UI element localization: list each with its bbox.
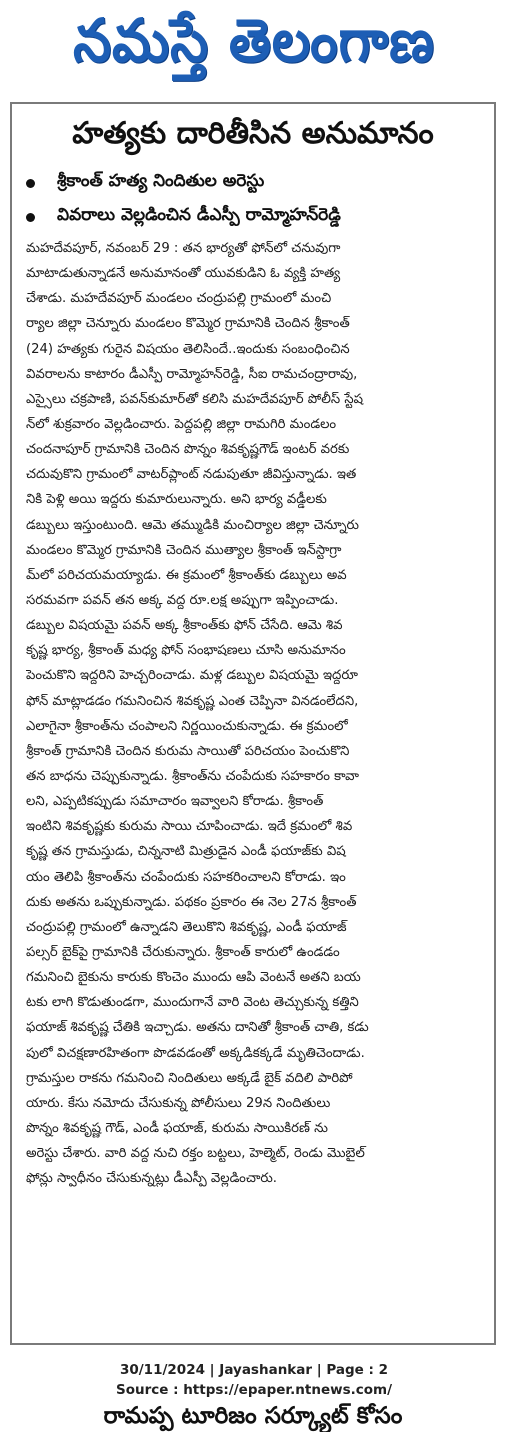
article-body xyxy=(26,236,482,1191)
body-line: గ్రామస్తుల రాకను గమనించి నిందితులు అక్కడే బైక్ వదిలి పారిపో xyxy=(26,1070,353,1086)
body-line: టకు లాగి కొడుతుండగా, ముందుగానే వారి వెంట తెచ్చుకున్న కత్తిని xyxy=(26,995,359,1011)
bullet-text: వివరాలు వెల్లడించిన డీఎస్పీ రామ్మోహన్‌రెడ్డి xyxy=(57,205,341,225)
body-line: యారు. కేసు నమోదు చేసుకున్న పోలీసులు 29న నిందితులు xyxy=(26,1095,331,1111)
masthead xyxy=(0,0,508,96)
page-footer xyxy=(0,1360,508,1400)
body-line: మాటాడుతున్నాడనే అనుమానంతో యువకుడిని ఓ వ్యక్తి హత్య xyxy=(26,266,341,282)
body-line: ఫయాజ్ శివకృష్ణ చేతికి ఇచ్చాడు. అతను దానితో శ్రీకాంత్ చాతి, కడు xyxy=(26,1020,369,1036)
body-line: తన బాధను చెప్పుకున్నాడు. శ్రీకాంత్‌ను చంపేదుకు సహకారం కావా xyxy=(26,768,359,784)
body-line: చందనాపూర్ గ్రామానికి చెందిన పొన్నం శివకృష్ణగౌడ్ ఇంటర్ వరకు xyxy=(26,442,350,458)
bullet-list xyxy=(26,166,486,234)
body-line: సరమవగా పవన్ తన అక్క వద్ద రూ.లక్ష అప్పుగా ఇప్పించాడు. xyxy=(26,592,339,608)
body-line: డబ్బుల విషయమై పవన్ అక్క శ్రీకాంత్‌కు ఫోన్ చేసేది. ఆమె శివ xyxy=(26,618,343,634)
bullet-item xyxy=(26,166,486,200)
body-line: డబ్బులు ఇస్తుంటుంది. ఆమె తమ్ముడికి మంచిర్యాల జిల్లా చెన్నూరు xyxy=(26,517,359,533)
body-line: దుకు అతను ఒప్పుకున్నాడు. పథకం ప్రకారం ఈ నెల 27న శ్రీకాంత్ xyxy=(26,894,357,910)
body-line: ఇంటిని శివకృష్ణకు కురుమ సాయి చూపించాడు. ఇదే క్రమంలో శివ xyxy=(26,819,353,835)
body-line: పెంచుకొని ఇద్దరిని హెచ్చరించాడు. మళ్ల డబ్బుల విషయమై ఇద్దరూ xyxy=(26,668,358,684)
body-line: ఫోన్లు స్వాధీనం చేసుకున్నట్లు డీఎస్పీ వెల్లడించారు. xyxy=(26,1171,277,1187)
footer-source-line: Source : https://epaper.ntnews.com/ xyxy=(115,1382,393,1398)
body-line: మండలం కొమ్మెర గ్రామానికి చెందిన ముత్యాల శ్రీకాంత్ ఇన్‌స్టాగ్రా xyxy=(26,542,342,558)
body-line: గమనించి బైకును కారుకు కొంచెం ముందు ఆపి వెంటనే అతని బయ xyxy=(26,970,361,986)
body-line: శ్రీకాంత్ గ్రామానికి చెందిన కురుమ సాయితో పరిచయం పెంచుకొని xyxy=(26,743,350,759)
bullet-icon xyxy=(26,213,35,222)
body-line: లని, ఎప్పటికప్పుడు సమాచారం ఇవ్వాలని కోరాడు. శ్రీకాంత్ xyxy=(26,794,324,810)
body-line: ఫోన్ మాట్లాడడం గమనించిన శివకృష్ణ ఎంత చెప్పినా వినడంలేదని, xyxy=(26,693,359,709)
body-line: మహదేవపూర్, నవంబర్ 29 : తన భార్యతో ఫోన్‌లో చనువుగా xyxy=(26,241,341,256)
bullet-item xyxy=(26,200,486,234)
body-line: పల్సర్ బైక్‌పై గ్రామానికి చేరుకున్నారు. శ్రీకాంత్ కారులో ఉండడం xyxy=(26,944,340,960)
body-line: యం తెలిపి శ్రీకాంత్‌ను చంపేందుకు సహకరించాలని కోరాడు. ఇం xyxy=(26,869,346,885)
body-line: ఎలాగైనా శ్రీకాంత్‌ను చంపాలని నిర్ణయించుకున్నాడు. ఈ క్రమంలో xyxy=(26,718,348,734)
article-headline: హత్యకు దారితీసిన అనుమానం xyxy=(72,116,434,151)
body-line: మ్‌లో పరిచయమయ్యాడు. ఈ క్రమంలో శ్రీకాంత్‌కు డబ్బులు అవ xyxy=(26,567,347,583)
body-line: కృష్ణ తన గ్రామస్తుడు, చిన్ననాటి మిత్రుడైన ఎండీ ఫయాజ్‌కు విష xyxy=(26,844,346,860)
body-line: ర్యాల జిల్లా చెన్నూరు మండలం కొమ్మెర గ్రామానికి చెందిన శ్రీకాంత్ xyxy=(26,316,350,332)
body-line: ఎస్సైలు చక్రపాణి, పవన్‌కుమార్‌తో కలిసి మహదేవపూర్ పోలీస్ స్టేష xyxy=(26,391,364,407)
footer-date-line: 30/11/2024 | Jayashankar | Page : 2 xyxy=(119,1362,389,1378)
body-line: కృష్ణ భార్య, శ్రీకాంత్ మధ్య ఫోన్ సంభాషణలు చూసి అనుమానం xyxy=(26,643,346,659)
bullet-icon xyxy=(26,179,35,188)
article-subhead: రామప్ప టూరిజం సర్క్యూట్ కోసం xyxy=(103,1403,403,1429)
body-line: చదువుకొని గ్రామంలో వాటర్‌ప్లాంట్ నడుపుతూ జీవిస్తున్నాడు. ఇత xyxy=(26,467,357,483)
body-line: నికి పెళ్లి అయి ఇద్దరు కుమారులున్నారు. అని భార్య వడ్డీలకు xyxy=(26,492,327,508)
body-line: (24) హత్యకు గురైన విషయం తెలిసిందే..ఇందుకు సంబంధించిన xyxy=(26,341,350,357)
body-line: పొన్నం శివకృష్ణ గౌడ్, ఎండీ ఫయాజ్, కురుమ సాయికిరణ్ ను xyxy=(26,1120,328,1136)
bullet-text: శ్రీకాంత్ హత్య నిందితుల అరెస్టు xyxy=(57,171,265,191)
body-line: చంద్రుపల్లి గ్రామంలో ఉన్నాడని తెలుకొని శివకృష్ణ, ఎండీ ఫయాజ్ xyxy=(26,919,347,935)
body-line: న్‌లో శుక్రవారం వెల్లడించారు. పెద్దపల్లి జిల్లా రామగిరి మండలం xyxy=(26,416,337,432)
body-line: చేశాడు. మహదేవపూర్ మండలం చంద్రుపల్లి గ్రామంలో మంచి xyxy=(26,291,332,307)
newspaper-logo: నమస్తే తెలంగాణ xyxy=(73,5,435,75)
body-line: వివరాలను కాటారం డీఎస్పీ రామ్మోహన్‌రెడ్డి, సీఐ రామచంద్రారావు, xyxy=(26,366,358,382)
body-line: అరెస్టు చేశారు. వారి వద్ద నుచి రక్తం బట్టలు, హెల్మెట్, రెండు మొబైల్ xyxy=(26,1146,365,1162)
body-line: పులో విచక్షణారహితంగా పొడవడంతో అక్కడికక్కడే మృతిచెందాడు. xyxy=(26,1045,365,1061)
